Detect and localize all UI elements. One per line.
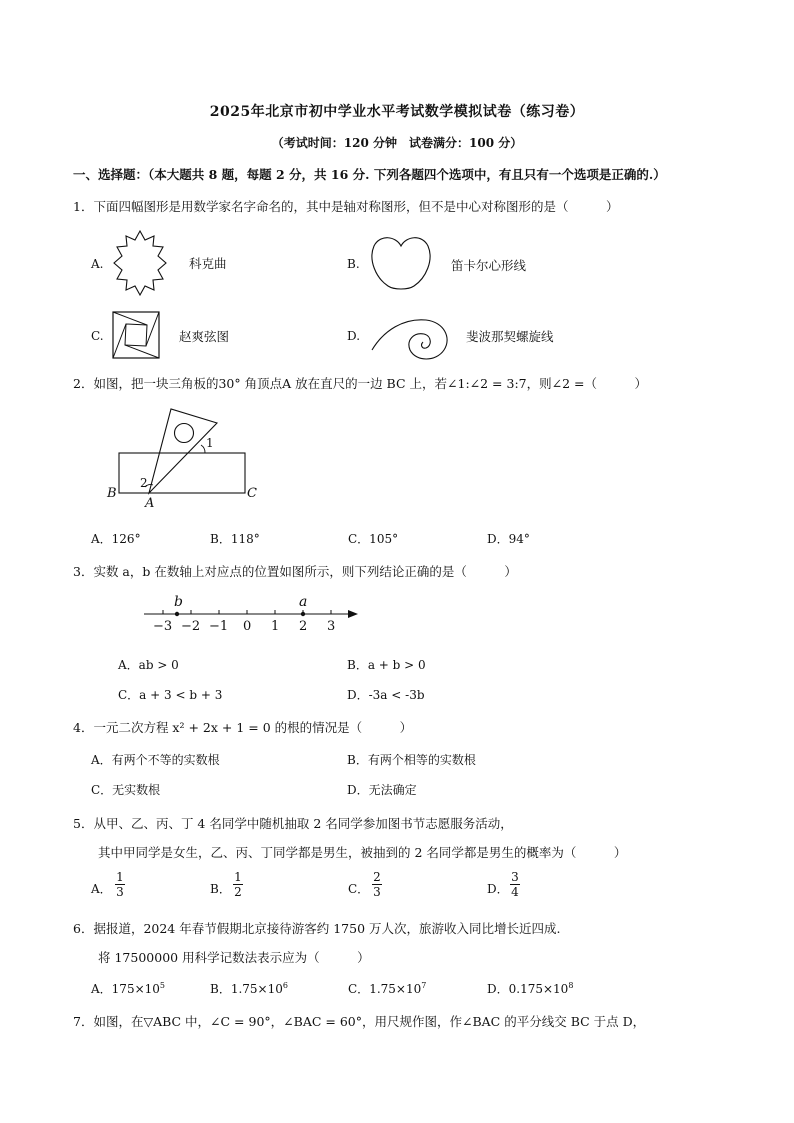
q5-option-b-fraction [233,870,243,900]
option-base: 0.175×10 [508,982,569,996]
cardioid-figure [370,232,432,294]
q5-option-c-letter: C． [348,882,370,896]
page-title: 2025年北京市初中学业水平考试数学模拟试卷（练习卷） [209,104,585,120]
q4-option-a: A．有两个不等的实数根 [91,753,220,767]
tick-label: −1 [209,619,229,634]
tick-label: −3 [153,619,173,634]
q5-option-b-letter: B． [210,882,231,896]
tick-label: 0 [243,619,252,634]
q6-option-b [210,980,288,997]
tick-label: 2 [299,619,308,634]
q4-option-b: B．有两个相等的实数根 [347,753,476,767]
denominator: 2 [234,885,242,899]
point-c-label: C [247,486,257,501]
section-heading: 一、选择题：（本大题共 8 题，每题 2 分，共 16 分. 下列各题四个选项中，有且只有一个选项是正确的.） [73,167,666,182]
tick-label: 1 [271,619,280,634]
q3-option-c: C．a + 3 < b + 3 [118,688,223,702]
option-letter: B． [210,982,231,996]
tick-label: 3 [327,619,336,634]
q1-option-b-letter: B. [347,257,360,271]
q3-option-d: D．-3a < -3b [347,688,425,702]
option-letter: D． [487,982,509,996]
q1-option-c-caption: 赵爽弦图 [179,329,230,344]
option-exponent: 6 [282,981,288,990]
q5-stem-line1: 5．从甲、乙、丙、丁 4 名同学中随机抽取 2 名同学参加图书节志愿服务活动， [73,816,513,831]
q2-option-d: D．94° [487,532,530,546]
q1-option-a-letter: A. [91,257,104,271]
point-a-label: A [145,496,155,511]
q5-option-d-fraction [510,870,520,900]
triangle-ruler-figure [105,405,265,515]
angle-1-label: 1 [206,436,214,450]
q2-option-b: B．118° [210,532,260,546]
exam-info: （考试时间：120 分钟 试卷满分：100 分） [271,136,523,150]
number-line-point-a: a [299,594,308,610]
q4-option-c: C．无实数根 [91,783,161,797]
option-base: 1.75×10 [230,982,283,996]
option-letter: A． [91,982,112,996]
q3-option-b: B．a + b > 0 [347,658,426,672]
numerator: 1 [116,870,124,884]
q5-option-a-fraction [115,870,125,900]
q3-option-a: A．ab > 0 [118,658,179,672]
q2-option-a: A．126° [91,532,141,546]
q6-option-d [487,980,573,997]
option-base: 175×10 [111,982,160,996]
q6-option-c [348,980,426,997]
koch-snowflake-figure [108,228,172,298]
q3-stem: 3．实数 a，b 在数轴上对应点的位置如图所示，则下列结论正确的是（ ） [73,564,517,579]
numerator: 3 [511,870,519,884]
numerator: 2 [373,870,381,884]
q5-option-d-letter: D． [487,882,509,896]
option-exponent: 7 [421,981,427,990]
q1-option-b-caption: 笛卡尔心形线 [451,258,527,273]
tick-label: −2 [181,619,201,634]
q2-option-c: C．105° [348,532,399,546]
q6-stem-line1: 6．据报道，2024 年春节假期北京接待游客约 1750 万人次，旅游收入同比增长近四成. [73,921,561,936]
option-exponent: 8 [568,981,574,990]
option-base: 1.75×10 [369,982,422,996]
option-exponent: 5 [159,981,165,990]
q1-option-d-letter: D. [347,329,361,343]
q6-option-a [91,980,165,997]
q5-stem-line2: 其中甲同学是女生，乙、丙、丁同学都是男生，被抽到的 2 名同学都是男生的概率为（ ） [98,845,627,860]
q1-option-c-letter: C. [91,329,104,343]
number-line-point-b: b [174,594,183,610]
option-letter: C． [348,982,370,996]
q2-stem: 2．如图，把一块三角板的30° 角顶点A 放在直尺的一边 BC 上，若∠1:∠2 = 3:7，则∠2 =（ ） [73,376,647,391]
q1-option-d-caption: 斐波那契螺旋线 [466,329,554,344]
q1-option-a-caption: 科克曲 [189,256,227,271]
point-b-label: B [107,486,117,501]
denominator: 3 [373,885,381,899]
denominator: 4 [511,885,519,899]
q1-stem: 1．下面四幅图形是用数学家名字命名的，其中是轴对称图形，但不是中心对称图形的是（ ） [73,199,619,214]
q7-stem: 7．如图，在▽ABC 中，∠C = 90°，∠BAC = 60°，用尺规作图，作∠BAC 的平分线交 BC 于点 D， [73,1014,646,1029]
q4-option-d: D．无法确定 [347,783,417,797]
angle-2-label: 2 [140,476,148,490]
q6-stem-line2: 将 17500000 用科学记数法表示应为（ ） [98,950,370,965]
fibonacci-spiral-figure [370,308,454,364]
q4-stem: 4．一元二次方程 x² + 2x + 1 = 0 的根的情况是（ ） [73,720,413,735]
numerator: 1 [234,870,242,884]
zhao-shuang-diagram-figure [112,311,160,359]
q5-option-a-letter: A． [91,882,112,896]
denominator: 3 [116,885,124,899]
q5-option-c-fraction [372,870,382,900]
